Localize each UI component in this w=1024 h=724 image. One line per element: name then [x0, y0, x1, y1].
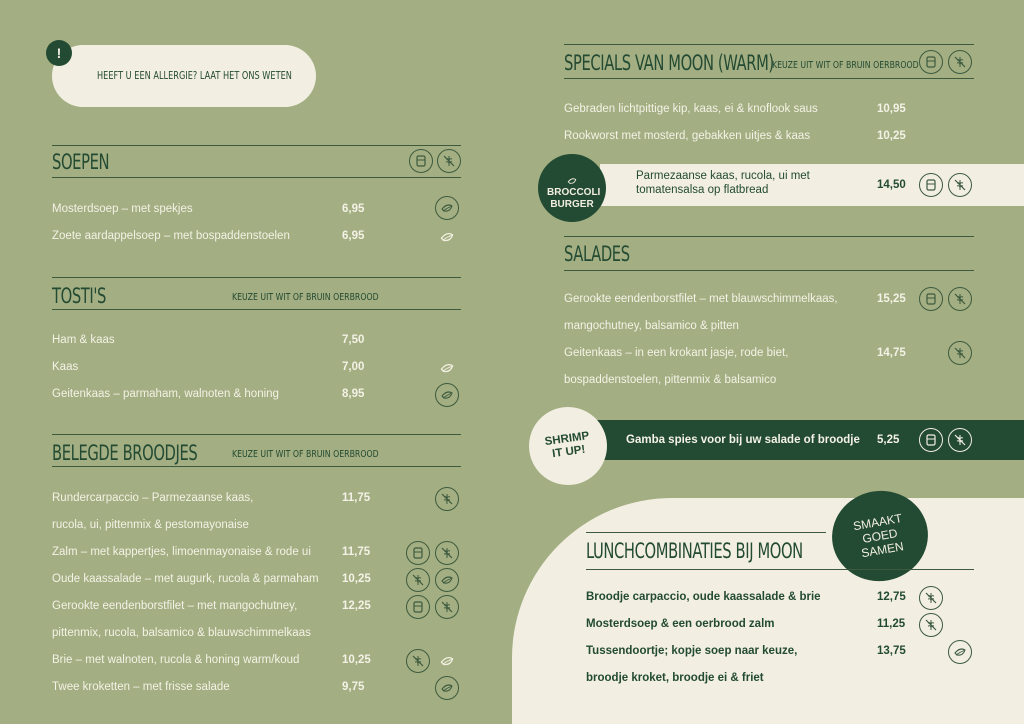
- menu-item-name: Brie – met walnoten, rucola & honing warm/koud: [52, 654, 300, 666]
- badge-text: SHRIMP IT UP!: [544, 430, 591, 461]
- menu-item-description: bospaddenstoelen, pittenmix & balsamico: [564, 374, 777, 386]
- menu-item-price: 10,25: [342, 654, 371, 666]
- section-subtitle: KEUZE UIT WIT OF BRUIN OERBROOD: [232, 292, 379, 303]
- divider: [52, 177, 461, 178]
- menu-item-price: 10,25: [877, 130, 906, 142]
- menu-item-price: 5,25: [877, 434, 900, 446]
- gluten-free-bread-icon: [409, 149, 433, 173]
- menu-item-price: 11,75: [342, 546, 371, 558]
- vegetarian-leaf-icon: [435, 568, 459, 592]
- menu-item-name: Mosterdsoep & een oerbrood zalm: [586, 618, 775, 630]
- vegetarian-leaf-icon: [438, 652, 456, 670]
- menu-item-price: 14,50: [877, 179, 906, 191]
- menu-item-price: 10,25: [342, 573, 371, 585]
- section-title-specials: SPECIALS VAN MOON (WARM): [564, 51, 774, 75]
- highlight-price-wrap: [877, 179, 906, 191]
- menu-item-name: Tussendoortje; kopje soep naar keuze,: [586, 645, 798, 657]
- menu-item-name: Geitenkaas – in een krokant jasje, rode biet,: [564, 347, 789, 359]
- gluten-free-bread-icon: [919, 173, 943, 197]
- divider: [564, 44, 974, 45]
- menu-item-name: Ham & kaas: [52, 334, 115, 346]
- no-gluten-icon: [948, 341, 972, 365]
- alert-icon: !: [46, 40, 72, 66]
- divider: [586, 532, 826, 533]
- menu-item-name: Oude kaassalade – met augurk, rucola & parmaham: [52, 573, 319, 585]
- no-gluten-icon: [406, 568, 430, 592]
- divider: [564, 78, 974, 79]
- menu-item-name: Broodje carpaccio, oude kaassalade & brie: [586, 591, 821, 603]
- vegetarian-leaf-icon: [948, 640, 972, 664]
- no-gluten-icon: [919, 586, 943, 610]
- gluten-free-bread-icon: [406, 595, 430, 619]
- menu-item-name: Mosterdsoep – met spekjes: [52, 203, 193, 215]
- vegetarian-leaf-icon: [438, 228, 456, 246]
- section-title-broodjes: BELEGDE BROODJES: [52, 441, 198, 465]
- divider: [564, 236, 974, 237]
- no-gluten-icon: [948, 287, 972, 311]
- divider: [52, 466, 461, 467]
- menu-item-name: Gerookte eendenborstfilet – met blauwschimmelkaas,: [564, 293, 838, 305]
- menu-item-description: rucola, ui, pittenmix & pestomayonaise: [52, 519, 249, 531]
- menu-item-price: 8,95: [342, 388, 365, 400]
- menu-item-name: Kaas: [52, 361, 79, 373]
- gluten-free-bread-icon: [919, 50, 943, 74]
- badge-text: SMAAKT GOED SAMEN: [852, 511, 905, 561]
- no-gluten-icon: [435, 487, 459, 511]
- menu-item-price: 7,50: [342, 334, 365, 346]
- menu-item-price: 6,95: [342, 230, 365, 242]
- menu-item-price: 13,75: [877, 645, 906, 657]
- no-gluten-icon: [919, 613, 943, 637]
- menu-item-price: 15,25: [877, 293, 906, 305]
- menu-item-description: mangochutney, balsamico & pitten: [564, 320, 739, 332]
- menu-item-description: broodje kroket, broodje ei & friet: [586, 672, 764, 684]
- menu-item-name: Zalm – met kappertjes, limoenmayonaise & rode ui: [52, 546, 311, 558]
- vegetarian-leaf-icon: [435, 676, 459, 700]
- no-gluten-icon: [948, 428, 972, 452]
- menu-item-name: Parmezaanse kaas, rucola, ui met: [636, 170, 810, 182]
- menu-item-name: Rundercarpaccio – Parmezaanse kaas,: [52, 492, 254, 504]
- vegetarian-leaf-icon: [438, 359, 456, 377]
- section-title-tostis: TOSTI'S: [52, 284, 106, 308]
- no-gluten-icon: [948, 50, 972, 74]
- gluten-free-bread-icon: [919, 287, 943, 311]
- menu-item-name: Rookworst met mosterd, gebakken uitjes & kaas: [564, 130, 811, 142]
- broccoli-burger-badge: [538, 154, 606, 222]
- divider: [586, 569, 974, 570]
- menu-item-price: 11,75: [342, 492, 371, 504]
- no-gluten-icon: [435, 595, 459, 619]
- section-title-lunch: LUNCHCOMBINATIES BIJ MOON: [586, 539, 803, 563]
- no-gluten-icon: [435, 541, 459, 565]
- menu-item-price: 12,25: [342, 600, 371, 612]
- section-title-salades: SALADES: [564, 242, 630, 266]
- divider: [52, 309, 461, 310]
- menu-item-name: Zoete aardappelsoep – met bospaddenstoelen: [52, 230, 290, 242]
- menu-item-name: Twee kroketten – met frisse salade: [52, 681, 230, 693]
- shrimp-item-name: Gamba spies voor bij uw salade of broodje: [626, 434, 860, 446]
- menu-item-price: 11,25: [877, 618, 906, 630]
- menu-item-price: 12,75: [877, 591, 906, 603]
- badge-text: BROCCOLI BURGER: [547, 187, 601, 210]
- vegetarian-leaf-icon: [435, 383, 459, 407]
- section-subtitle: KEUZE UIT WIT OF BRUIN OERBROOD: [772, 60, 919, 71]
- menu-item-name: Geitenkaas – parmaham, walnoten & honing: [52, 388, 279, 400]
- section-title-soepen: SOEPEN: [52, 150, 110, 174]
- no-gluten-icon: [948, 173, 972, 197]
- allergy-text: HEEFT U EEN ALLERGIE? LAAT HET ONS WETEN: [97, 70, 292, 82]
- gluten-free-bread-icon: [919, 428, 943, 452]
- vegetarian-leaf-icon: [435, 196, 459, 220]
- menu-item-description: tomatensalsa op flatbread: [636, 184, 769, 196]
- no-gluten-icon: [437, 149, 461, 173]
- no-gluten-icon: [406, 649, 430, 673]
- leaf-icon: [565, 175, 579, 187]
- divider: [52, 434, 461, 435]
- gluten-free-bread-icon: [406, 541, 430, 565]
- menu-item-price: 7,00: [342, 361, 365, 373]
- menu-item-name: Gerookte eendenborstfilet – met mangochutney,: [52, 600, 298, 612]
- divider: [52, 277, 461, 278]
- menu-item-price: 10,95: [877, 103, 906, 115]
- menu-item-price: 9,75: [342, 681, 365, 693]
- shrimp-badge: [524, 402, 612, 490]
- menu-item-price: 14,75: [877, 347, 906, 359]
- section-subtitle: KEUZE UIT WIT OF BRUIN OERBROOD: [232, 449, 379, 460]
- highlight-item: [636, 170, 810, 196]
- divider: [564, 270, 974, 271]
- menu-item-price: 6,95: [342, 203, 365, 215]
- divider: [52, 145, 461, 146]
- menu-item-description: pittenmix, rucola, balsamico & blauwschimmelkaas: [52, 627, 311, 639]
- menu-item-name: Gebraden lichtpittige kip, kaas, ei & knoflook saus: [564, 103, 818, 115]
